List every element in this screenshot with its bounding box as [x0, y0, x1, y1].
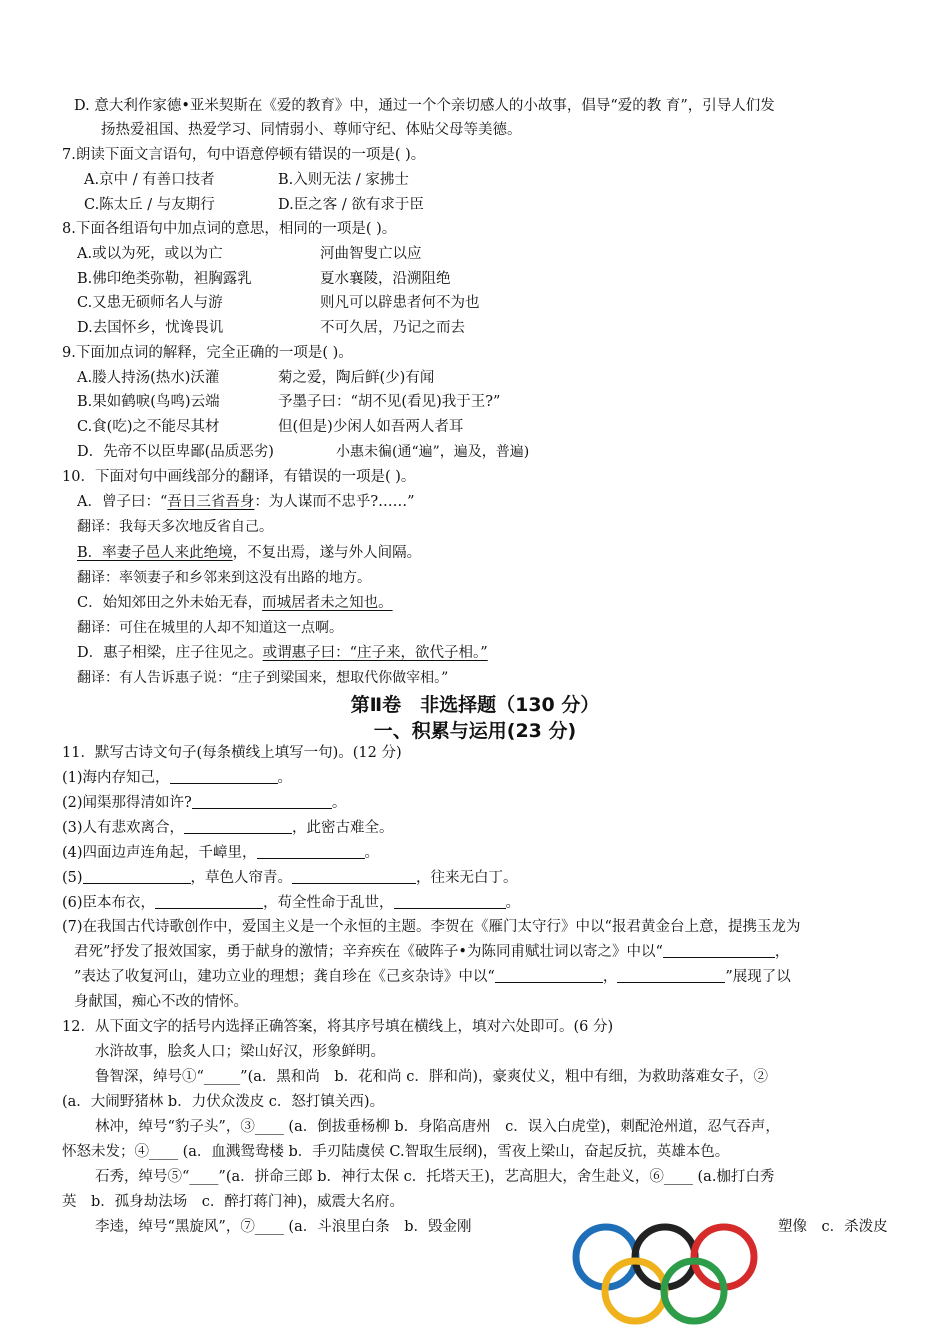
q12-li-kui-right: 塑像 c．杀泼皮	[778, 1219, 888, 1235]
q12-lu-zhishen: 鲁智深，绰号①“_____”(a．黑和尚 b．花和尚 c．胖和尚)，豪爽仗义，粗中有细，为救助落难女子，②	[95, 1069, 769, 1085]
answer-blank[interactable]	[394, 894, 506, 909]
q6-option-d-line1: D. 意大利作家德•亚米契斯在《爱的教育》中，通过一个个亲切感人的小故事，倡导“爱的教 育”，引导人们发	[74, 98, 775, 114]
answer-blank[interactable]	[617, 968, 725, 983]
q10-a-translation: 翻译：我每天多次地反省自己。	[77, 519, 273, 535]
q9-option-b-left: B.果如鹤唳(鸟鸣)云端	[77, 394, 220, 410]
q11-6-mid: ，苟全性命于乱世，	[263, 895, 394, 911]
q10-c-prefix: C．始知郊田之外未始无春，	[77, 595, 263, 611]
q9-option-d-right: 小惠未徧(通“遍”，遍及，普遍)	[336, 444, 530, 460]
q11-4-end: 。	[364, 845, 380, 861]
q11-item-7-line1: (7)在我国古代诗歌创作中，爱国主义是一个永恒的主题。李贺在《雁门太守行》中以“报君黄金台上意，提携玉龙为	[62, 919, 801, 935]
q12-shi-xiu-cont: 英 b．孤身劫法场 c．醉打蒋门神)，威震大名府。	[62, 1194, 405, 1210]
q11-4-text: (4)四面边声连角起，千嶂里，	[62, 845, 257, 861]
q7-stem: 7.朗读下面文言语句，句中语意停顿有错误的一项是( )。	[62, 147, 426, 163]
q11-1-end: 。	[277, 770, 293, 786]
q11-2-text: (2)闻渠那得清如许?	[62, 795, 192, 811]
q7-option-d: D.臣之客 / 欲有求于臣	[278, 197, 424, 213]
q10-b-underlined: B．率妻子邑人来此绝境	[77, 545, 233, 561]
q11-item-2	[62, 792, 346, 814]
q11-2-end: 。	[331, 795, 347, 811]
q11-6-text: (6)臣本布衣，	[62, 895, 156, 911]
part2-title: 第Ⅱ卷 非选择题（130 分）	[350, 694, 600, 716]
answer-blank[interactable]	[192, 794, 332, 809]
q10-d-prefix: D．惠子相梁，庄子往见之。	[77, 645, 263, 661]
q12-lu-zhishen-cont: (a．大闹野猪林 b．力伏众泼皮 c．怒打镇关西)。	[62, 1094, 385, 1110]
answer-blank[interactable]	[495, 968, 603, 983]
q12-stem: 12．从下面文字的括号内选择正确答案，将其序号填在横线上，填对六处即可。(6 分)	[62, 1019, 614, 1035]
q11-7-end: ”展现了以	[725, 969, 791, 985]
q7-option-c: C.陈太丘 / 与友期行	[84, 197, 215, 213]
q11-stem: 11．默写古诗文句子(每条横线上填写一句)。(12 分)	[62, 745, 402, 761]
q9-option-a-left: A.媵人持汤(热水)沃灌	[77, 370, 220, 386]
q11-item-3	[62, 817, 394, 839]
answer-blank[interactable]	[663, 943, 775, 958]
q12-li-kui: 李逵，绰号“黑旋风”，⑦____ (a．斗浪里白条 b．毁金刚	[95, 1219, 472, 1235]
q8-option-c-left: C.又患无硕师名人与游	[77, 295, 223, 311]
q11-7-text: 君死”抒发了报效国家，勇于献身的激情；辛弃疾在《破阵子•为陈同甫赋壮词以寄之》中以“	[74, 944, 663, 960]
q7-option-a: A.京中 / 有善口技者	[84, 172, 215, 188]
q10-a-suffix: ：为人谋而不忠乎?……”	[254, 494, 415, 510]
q9-option-b-right: 予墨子曰：“胡不见(看见)我于王?”	[278, 394, 501, 410]
q10-c-underlined: 而城居者未之知也。	[262, 595, 393, 611]
q9-option-a-right: 菊之爱，陶后鲜(少)有闻	[278, 370, 435, 386]
q11-item-5	[62, 867, 518, 889]
q8-stem: 8.下面各组语句中加点词的意思，相同的一项是( )。	[62, 221, 397, 237]
q10-a-prefix: A．曾子曰：“	[77, 494, 168, 510]
answer-blank[interactable]	[83, 869, 191, 884]
q9-option-c-left: C.食(吃)之不能尽其材	[77, 419, 220, 435]
q8-option-b-left: B.佛印绝类弥勒，袒胸露乳	[77, 271, 252, 287]
q10-d-translation: 翻译：有人告诉惠子说：“庄子到梁国来，想取代你做宰相。”	[77, 670, 449, 686]
q11-item-7-line2	[74, 941, 789, 963]
answer-blank[interactable]	[170, 769, 278, 784]
q11-7-comma: ，	[774, 944, 790, 960]
q7-option-b: B.入则无法 / 家拂士	[278, 172, 409, 188]
q10-option-b	[77, 542, 421, 564]
q6-option-d-line2: 扬热爱祖国、热爱学习、同情弱小、尊师守纪、体贴父母等美德。	[101, 122, 522, 138]
q12-paragraph-1: 水浒故事，脍炙人口；梁山好汉，形象鲜明。	[95, 1044, 385, 1060]
q8-option-c-right: 则凡可以辟患者何不为也	[320, 295, 480, 311]
q11-item-4	[62, 842, 379, 864]
q10-d-underlined: 或谓惠子曰：“庄子来，欲代子相。”	[262, 645, 488, 661]
q8-option-d-right: 不可久居，乃记之而去	[320, 320, 465, 336]
q11-5-end: ，往来无白丁。	[416, 870, 518, 886]
q10-option-a	[77, 491, 415, 513]
q10-a-underlined: 吾日三省吾身	[167, 494, 255, 510]
q8-option-b-right: 夏水襄陵，沿溯阻绝	[320, 271, 451, 287]
q11-3-text: (3)人有悲欢离合，	[62, 820, 185, 836]
answer-blank[interactable]	[292, 869, 416, 884]
q8-option-a-left: A.或以为死，或以为亡	[77, 246, 223, 262]
q11-item-7-line4: 身献国，痴心不改的情怀。	[74, 994, 248, 1010]
q10-b-suffix: ，不复出焉，遂与外人间隔。	[232, 545, 422, 561]
q11-5-mid: ，草色人帘青。	[190, 870, 293, 886]
q11-7-comma: ，	[602, 969, 618, 985]
q12-lin-chong-cont: 怀怒未发；④____ (a．血溅鸳鸯楼 b．手刃陆虞侯 C.智取生辰纲)，雪夜上梁山，奋起反抗，英雄本色。	[62, 1144, 730, 1160]
q8-option-a-right: 河曲智叟亡以应	[320, 246, 422, 262]
q11-5-text: (5)	[62, 870, 83, 886]
q12-shi-xiu: 石秀，绰号⑤“____”(a．拼命三郎 b．神行太保 c．托塔天王)，艺高胆大，舍生赴义，⑥____ (a.枷打白秀	[95, 1169, 775, 1185]
q10-option-c	[77, 592, 393, 614]
q11-item-6	[62, 892, 520, 914]
answer-blank[interactable]	[257, 844, 365, 859]
q10-c-translation: 翻译：可住在城里的人却不知道这一点啊。	[77, 620, 343, 636]
q9-option-d-left: D．先帝不以臣卑鄙(品质恶劣)	[77, 444, 274, 460]
q10-b-translation: 翻译：率领妻子和乡邻来到这没有出路的地方。	[77, 570, 371, 586]
q10-stem: 10．下面对句中画线部分的翻译，有错误的一项是( )。	[62, 469, 416, 485]
q11-1-text: (1)海内存知己，	[62, 770, 170, 786]
q10-option-d	[77, 642, 488, 664]
answer-blank[interactable]	[155, 894, 263, 909]
section-1-heading: 一、积累与运用(23 分)	[373, 720, 577, 742]
q11-3-end: ，此密古难全。	[292, 820, 394, 836]
q11-6-end: 。	[505, 895, 521, 911]
q8-option-d-left: D.去国怀乡，忧谗畏讥	[77, 320, 224, 336]
q9-stem: 9.下面加点词的解释，完全正确的一项是( )。	[62, 345, 353, 361]
q11-item-1	[62, 767, 292, 789]
q12-lin-chong: 林冲，绰号“豹子头”，③____ (a．倒拔垂杨柳 b．身陷高唐州 c．误入白虎堂)，刺配沧州道，忍气吞声，	[95, 1119, 780, 1135]
q9-option-c-right: 但(但是)少闲人如吾两人者耳	[278, 419, 464, 435]
q11-7-text: ”表达了收复河山，建功立业的理想；龚自珍在《己亥杂诗》中以“	[74, 969, 495, 985]
olympic-rings-image	[570, 1215, 760, 1335]
answer-blank[interactable]	[184, 819, 292, 834]
q11-item-7-line3	[74, 966, 791, 988]
